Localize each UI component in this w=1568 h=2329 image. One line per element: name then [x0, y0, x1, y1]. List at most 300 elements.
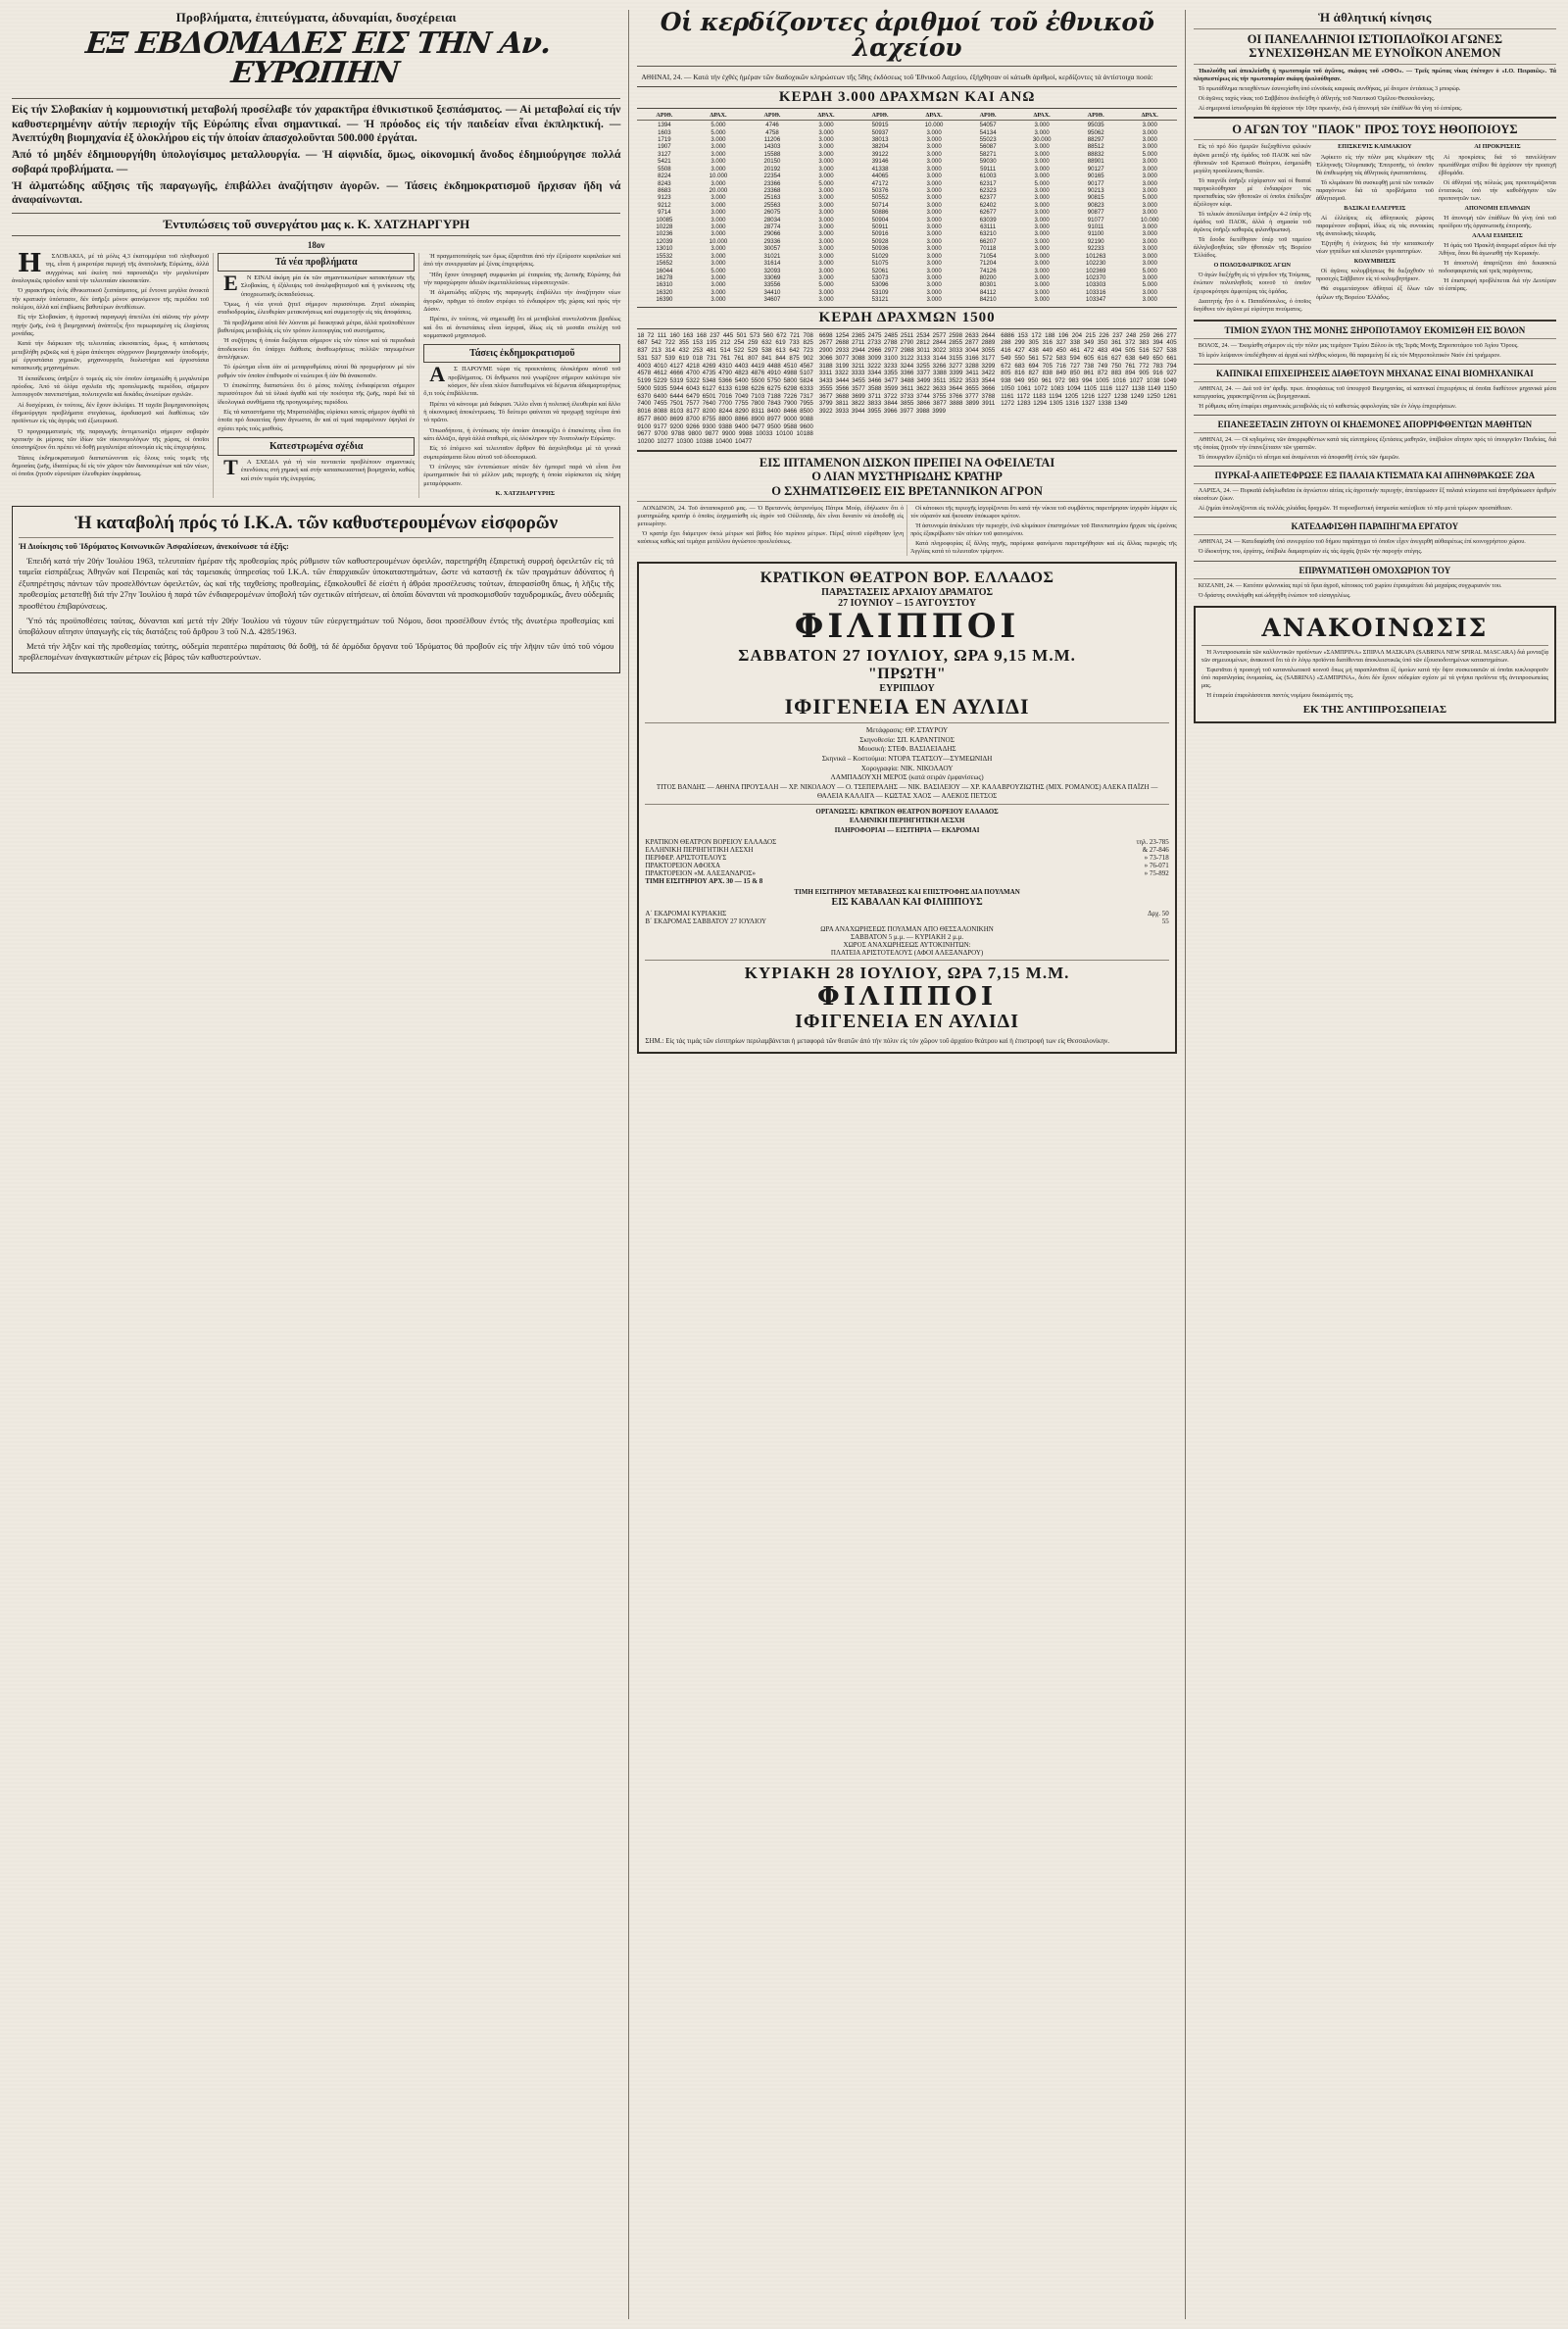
- feature-para: Ὁ ἐπίλογος τῶν ἐντυπώσεων αὐτῶν δέν ἠμπορεῖ παρά νά εἶναι ἕνα ἐρωτηματικόν διά τό μέλλον μιᾶς περιοχῆς ἡ ὁποία εὑρίσκεται εἰς πλήρη μεταμόρφωσιν.: [423, 463, 621, 487]
- lottery-cell: 53109: [871, 288, 889, 296]
- divider: [1194, 364, 1556, 365]
- col-header: ΑΡΙΘ.: [1087, 112, 1104, 120]
- ufo-para: ΛΟΝΔΙΝΟΝ, 24. Τοῦ ἀνταποκριτοῦ μας. — Ὁ Βρεταννός ἀστρονόμος Πάτρικ Μούρ, ἐδήλωσεν ὅτι ὁ μυστηριώδης κρατήρ ὁ ὁποῖος ἐσχηματίσθη εἰς ἀγρόν τοῦ Οὐίλτσαϊρ, δέν εἶναι δυνατόν νά ἀποδοθῇ εἰς μετεωρίτην.: [637, 505, 905, 528]
- feature-para-text: Α ΣΧΕΔΙΑ γιά τή νέα πενταετία προβλέπουν σημαντικές ἐπενδύσεις στή χημική καί στήν κατασκευαστική βιομηχανία, καθώς καί στόν τομέα τῆς ἐνεργείας.: [240, 458, 416, 482]
- lottery-cell: 88832: [1087, 150, 1104, 158]
- lottery-cell: 91077: [1087, 216, 1104, 223]
- lottery-cell: 52061: [871, 267, 889, 274]
- lottery-cell: 3.000: [1034, 201, 1050, 209]
- feature-para: [218, 454, 416, 483]
- feature-para: Εἰς τό ἑπόμενο καί τελευταῖον ἄρθρον θά ἀσχοληθοῦμε μέ τά γενικά συμπεράσματα ὅλου αὐτοῦ τοῦ ὁδοιπορικοῦ.: [423, 445, 621, 461]
- lottery-cell: 12039: [656, 237, 673, 245]
- lottery-cell: 3.000: [1142, 143, 1157, 151]
- ufo-para: Ὁ κρατήρ ἔχει διάμετρον ὀκτώ μέτρων καί βάθος δύο περίπου μέτρων. Πέριξ αὐτοῦ εὑρέθησαν ἴχνη καύσεως καθώς καί τεμάχια μετάλλου ἀγνώστου προελεύσεως.: [637, 530, 905, 546]
- paok-col-3: [1439, 143, 1556, 315]
- lottery-cell: 3.000: [710, 158, 726, 166]
- feature-para-text: ΣΛΟΒΑΚΙΑ, μέ τά μόλις 4,3 ἑκατομμύρια τοῦ πληθυσμοῦ της, εἶναι ἡ μικροτέρα περιοχή τῆς ἀνατολικῆς Εὐρώπης, ἀλλά συγχρόνως καί ἐκείνη πού παρουσιάζει τήν μεγαλυτέραν ἀναλογικῶς πρόοδον κατά τήν τελευταίαν εἰκοσαετίαν.: [12, 253, 210, 285]
- lottery-cell: 3.000: [710, 273, 726, 281]
- paok-para: Ἀφίκετο εἰς τήν πόλιν μας κλιμάκιον τῆς Ἑλληνικῆς Ὀλυμπιακῆς Ἐπιτροπῆς, τό ὁποῖον θά ἐπιθεωρήσῃ τάς ἀθλητικάς ἐγκαταστάσεις.: [1315, 153, 1434, 176]
- divider: [1194, 517, 1556, 518]
- divider: [1194, 28, 1556, 29]
- lottery-cell: 4758: [765, 128, 779, 136]
- lead-para-3: Ἡ ἁλματώδης αὔξησις τῆς παραγωγῆς, ἐπιβάλλει ἀναζήτησιν ἀγορῶν. — Τάσεις ἐκδημοκρατισμοῦ ἤρχισαν ἤδη νά ἀναφαίνωνται.: [12, 179, 621, 207]
- lottery-cell: 3.000: [1034, 165, 1050, 173]
- paok-para: Ἡ ἀποστολή ἀπαρτίζεται ἀπό δεκαοκτώ ποδοσφαιριστάς καί τρεῖς παράγοντας.: [1438, 260, 1556, 275]
- lottery-cell: 15588: [763, 150, 781, 158]
- lottery-cell: 3.000: [1034, 267, 1050, 274]
- paok-subhead: ΑΠΟΝΟΜΗ ΕΠΑΘΛΩΝ: [1464, 204, 1531, 212]
- lottery-cell: 5.000: [710, 267, 726, 274]
- ufo-para: Κατά πληροφορίας ἐξ ἄλλης πηγῆς, παρόμοια φαινόμενα παρετηρήθησαν καί εἰς ἄλλας περιοχάς τῆς Ἀγγλίας κατά τό τελευταῖον τρίμηνον.: [910, 540, 1177, 556]
- lottery-cell: 14303: [763, 143, 781, 151]
- theatre-contacts: [645, 838, 1168, 885]
- feature-lead: [12, 103, 620, 208]
- col-header: ΑΡΙΘ.: [979, 112, 997, 120]
- lottery-cell: 30057: [763, 245, 781, 253]
- lottery-cell: 1719: [658, 135, 671, 143]
- lottery-cell: 61003: [979, 173, 997, 180]
- lottery-cell: 50936: [871, 245, 889, 253]
- theatre-coorganizer: ΕΛΛΗΝΙΚΗ ΠΕΡΙΗΓΗΤΙΚΗ ΛΕΣΧΗ: [849, 817, 965, 825]
- lottery-cell: 3.000: [818, 165, 834, 173]
- lottery-cell: 50928: [871, 237, 889, 245]
- lottery-cell: 22354: [763, 173, 781, 180]
- lottery-cell: 3.000: [1034, 158, 1050, 166]
- feature-para: [218, 271, 416, 299]
- lottery-cell: 50937: [871, 128, 889, 136]
- lottery-cell: 3.000: [926, 143, 942, 151]
- contact-phone: » 76-071: [1144, 861, 1169, 869]
- divider: [1194, 534, 1556, 535]
- lottery-cell: 3.000: [818, 186, 834, 194]
- lottery-cell: 5.000: [1142, 194, 1157, 202]
- theatre-cast: ΤΙΤΟΣ ΒΑΝΔΗΣ — ΑΘΗΝΑ ΠΡΟΥΣΑΛΗ — ΧΡ. ΝΙΚΟΛΑΟΥ — Ο. ΤΣΕΠΕΡΑΛΗΣ — ΝΙΚ. ΒΑΣΙΛΕΙΟΥ — ΧΡ. ΚΑΛΑΒΡΟΥΖΙΩΤΗΣ (ΜΙΧ. ΡΟΜΑΝΟΣ) ΑΛΕΚΑ ΠΑΪΖΗ — ΘΑΛΕΙΑ ΚΑΛΛΙΓΑ — ΚΩΣΤΑΣ ΧΑΟΣ — ΑΛΕΚΟΣ ΠΕΤΣΟΣ: [656, 783, 1158, 801]
- lottery-cell: 31021: [763, 252, 781, 260]
- excursion-label: Α΄ ΕΚΔΡΟΜΑΙ ΚΥΡΙΑΚΗΣ: [645, 909, 727, 917]
- lottery-cell: 62323: [979, 186, 997, 194]
- lottery-cell: 3.000: [1142, 273, 1157, 281]
- lottery-cell: 102230: [1086, 260, 1106, 268]
- ufo-para: Οἱ κάτοικοι τῆς περιοχῆς ἰσχυρίζονται ὅτι κατά τήν νύκτα τοῦ συμβάντος παρετήρησαν ἰσχυράν λάμψιν εἰς τόν οὐρανόν καί ἤκουσαν ὑπόκωφον κρότον.: [910, 505, 1177, 520]
- announcement-para: Ἐφιστᾶται ἡ προσοχή τοῦ καταναλωτικοῦ κοινοῦ ὅπως μή παραπλανᾶται ἐξ ὁμοίων κατά τήν ὄψιν συσκευασιῶν αἱ ὁποῖαι κυκλοφοροῦν ὑπό παραπλησίας ὀνομασίας, ὡς (SABRINA) «ΣΑΜΠΡΙΝΑ», διότι δέν ἔχουν οὐδεμίαν σχέσιν μέ τά γνήσια προϊόντα τῆς ἀντιπροσωπείας μας.: [1200, 666, 1548, 689]
- paok-para: Ἡ ἐπιστροφή προβλέπεται διά τήν Δευτέραν τό ἑσπέρας.: [1438, 277, 1556, 293]
- paok-col-2: [1316, 143, 1434, 315]
- news-para: ΑΘΗΝΑΙ, 24. — Οἱ κηδεμόνες τῶν ἀπορριφθέντων κατά τάς εἰσιτηρίους ἐξετάσεις μαθητῶν, ὑπέβαλον αἴτησιν πρός τό ὑπουργεῖον Παιδείας, διά τῆς ὁποίας ζητοῦν τήν ἐπανεξέτασιν τῶν γραπτῶν.: [1193, 436, 1556, 452]
- news-para: Ἡ ρύθμισις αὕτη ἐπιφέρει σημαντικάς μεταβολάς εἰς τό καθεστώς φορολογίας τῶν ἐν λόγῳ ἐπιχειρήσεων.: [1198, 402, 1457, 410]
- excursion-price: 55: [1161, 917, 1169, 925]
- lottery-cell: 23368: [763, 186, 781, 194]
- contact-name: ΕΛΛΗΝΙΚΗ ΠΕΡΙΗΓΗΤΙΚΗ ΛΕΣΧΗ: [645, 845, 754, 854]
- news-body: [1194, 582, 1556, 600]
- lottery-cell: 59111: [980, 165, 997, 173]
- theatre-author: ΕΥΡΙΠΙΔΟΥ: [879, 682, 935, 694]
- announcement-para: Ἡ ἑταιρεία ἐπιφυλάσσεται παντός νομίμου δικαιώματός της.: [1205, 691, 1354, 699]
- sailing-para: Τό πρωτάθλημα πεταχθέντων ἐσυνεχίσθη ὑπό εὐνοϊκάς καιρικάς συνθήκας, μέ ἄνεμον ἐντάσεως 3 μποφώρ.: [1198, 84, 1461, 92]
- divider: [645, 804, 1168, 805]
- col-header: ΔΡΑΧ.: [1141, 112, 1158, 120]
- lottery-cell: 28034: [763, 216, 781, 223]
- lottery-cell: 90127: [1087, 165, 1104, 173]
- lottery-cell: 54057: [979, 122, 997, 129]
- lottery-cell: 95062: [1087, 128, 1104, 136]
- lottery-cell: 3.000: [1142, 158, 1157, 166]
- lottery-cell: 3.000: [926, 288, 942, 296]
- lottery-cell: 3.000: [926, 296, 942, 304]
- lottery-cell: 3.000: [710, 135, 726, 143]
- theatre-organizer: ΟΡΓΑΝΩΣΙΣ: ΚΡΑΤΙΚΟΝ ΘΕΑΤΡΟΝ ΒΟΡΕΙΟΥ ΕΛΛΑΔΟΣ: [815, 808, 999, 817]
- lottery-cell: 3.000: [710, 281, 726, 289]
- paok-para: Τό κλιμάκιον θά συσκεφθῇ μετά τῶν τοπικῶν παραγόντων διά τά προβλήματα τοῦ ἀθλητισμοῦ.: [1315, 178, 1434, 202]
- column-middle: [629, 10, 1185, 2319]
- lottery-cell: 28774: [763, 223, 781, 231]
- divider: [1194, 320, 1556, 322]
- paok-para: Ἐζητήθη ἡ ἐνίσχυσις διά τήν κατασκευήν νέων γηπέδων καί κλειστῶν γυμναστηρίων.: [1315, 240, 1434, 256]
- lottery-cell: 3.000: [1142, 122, 1157, 129]
- lottery-cell: 3.000: [1034, 143, 1050, 151]
- feature-para: Τάσεις ἐκδημοκρατισμοῦ διαπιστώνονται εἰς ὅλους τούς τομεῖς τῆς δημοσίας ζωῆς, ἰδιαιτέρως δέ εἰς τόν χῶρον τῶν διανοουμένων καί τῶν νέων, οἱ ὁποῖοι ζητοῦν εὐρυτέραν ἐλευθερίαν ἐκφράσεως.: [12, 454, 210, 478]
- section-dropcap: Α: [429, 362, 446, 387]
- lottery-cell: 4746: [765, 122, 779, 129]
- lottery-cell: 3.000: [1034, 260, 1050, 268]
- lottery-cell: 62377: [979, 194, 997, 202]
- lottery-cell: 88901: [1087, 158, 1104, 166]
- lottery-cell: 34607: [763, 296, 781, 304]
- lottery-cell: 74126: [979, 267, 997, 274]
- col-header: ΔΡΑΧ.: [1033, 112, 1051, 120]
- lottery-cell: 3.000: [710, 150, 726, 158]
- lottery-cell: 31614: [763, 260, 781, 268]
- lottery-cell: 8243: [658, 179, 671, 187]
- lottery-cell: 5.000: [1034, 179, 1050, 187]
- lottery-cell: 16310: [656, 281, 673, 289]
- divider: [1194, 432, 1556, 433]
- excursion-price: Δρχ. 50: [1148, 909, 1169, 917]
- lottery-cell: 63111: [980, 223, 997, 231]
- theatre-venue: ΦΙΛΙΠΠΟΙ: [794, 607, 1020, 647]
- lottery-cell: 33069: [763, 273, 781, 281]
- lottery-cell: 51029: [871, 252, 889, 260]
- lottery-cell: 29066: [763, 230, 781, 238]
- column-left: [12, 10, 629, 2319]
- lottery-cell: 3.000: [1142, 165, 1157, 173]
- lottery-cell: 8683: [658, 186, 671, 194]
- lottery-cell: 3.000: [1034, 245, 1050, 253]
- lottery-cell: 71054: [979, 252, 997, 260]
- lottery-cell: 11206: [763, 135, 781, 143]
- lottery-numbers-middle: 6698 1254 2365 2475 2485 2511 2534 2577 2598 2633 2644 2677 2688 2711 2733 2788 2790 2812 2844 2855 2877 2889 2900 2933 2944 2966 2977 2988 3011 3022 3033 3044 3055 3066 3077 3088 3099 3100 3122 3133 3144 3155 3166 3177 3188 3199 3211 3222 3233 3244 3255 3266 3277 3288 3299 3311 3322 3333 3344 3355 3366 3377 3388 3399 3411 3422 3433 3444 3455 3466 3477 3488 3499 3511 3522 3533 3544 3555 3566 3577 3588 3599 3611 3622 3633 3644 3655 3666 3677 3688 3699 3711 3722 3733 3744 3755 3766 3777 3788 3799 3811 3822 3833 3844 3855 3866 3877 3888 3899 3911 3922 3933 3944 3955 3966 3977 3988 3999: [818, 331, 996, 416]
- lottery-cell: 3.000: [818, 158, 834, 166]
- lottery-cell: 3.000: [710, 209, 726, 217]
- lottery-cell: 103316: [1086, 288, 1106, 296]
- lottery-cell: 3.000: [1034, 216, 1050, 223]
- lottery-cell: 3.000: [710, 179, 726, 187]
- credit-line: Μετάφρασις: ΘΡ. ΣΤΑΥΡΟΥ: [865, 725, 949, 734]
- lottery-cell: 3.000: [710, 230, 726, 238]
- lottery-cell: 16044: [656, 267, 673, 274]
- credit-line: ΛΑΜΠΑΔΟΥΧΗ ΜΕΡΟΣ (κατά σειράν ἐμφανίσεως): [830, 773, 984, 782]
- divider: [12, 98, 620, 99]
- paok-subhead: ΑΙ ΠΡΟΚΡΙΣΕΙΣ: [1474, 143, 1521, 151]
- lottery-cell: 80301: [979, 281, 997, 289]
- divider: [19, 537, 613, 538]
- paok-subhead: Ο ΠΟΔΟΣΦΑΙΡΙΚΟΣ ΑΓΩΝ: [1213, 262, 1292, 270]
- divider: [1194, 117, 1556, 119]
- lottery-cell: 3.000: [1034, 252, 1050, 260]
- lottery-cell: 54134: [979, 128, 997, 136]
- lottery-cell: 20192: [763, 165, 781, 173]
- contact-row: [645, 838, 1168, 846]
- lottery-cell: 3.000: [818, 230, 834, 238]
- lottery-cell: 3.000: [1142, 237, 1157, 245]
- lottery-cell: 3.000: [818, 267, 834, 274]
- feature-para: Πρέπει νά κάνουμε μιά διάκρισι. Ἄλλο εἶναι ἡ πολιτική ἐλευθερία καί ἄλλο ἡ οἰκονομική ἀποκέντρωσις. Τό δεύτερο φαίνεται νά προχωρῇ ταχύτερα ἀπό τό πρῶτο.: [423, 400, 621, 424]
- credit-line: Χορογραφία: ΝΙΚ. ΝΙΚΟΛΑΟΥ: [860, 764, 954, 772]
- news-briefs: [1194, 325, 1556, 600]
- lottery-cell: 3.000: [1142, 179, 1157, 187]
- lottery-cell: 5508: [658, 165, 671, 173]
- ika-para: Ἐπειδή κατά τήν 20ήν Ἰουλίου 1963, τελευταίαν ἡμέραν τῆς προθεσμίας πρός ρύθμισιν τῶν καθυστερουμένων ὀφειλῶν, παρετηρήθη ἐξαιρετική συρροή ὀφειλετῶν εἰς τά ταμεῖα εἰσπράξεως Ἀθηνῶν καί Πειραιῶς καί τάς ταμειακάς ὑπηρεσίας τοῦ Ι.Κ.Α. τῶν ἐπαρχιακῶν ὑποκαταστημάτων, ὥστε νά καταστῇ ἐκ τῶν πραγμάτων ἀδύνατος ἡ ἐξυπηρέτησις πάντων τῶν προσελθόντων ὀφειλετῶν, ὡς καί τῆς ταχθείσης προθεσμίας, ἐξακολουθεῖ δέ εἰσέτι ἡ ἀθρόα προσέλευσις τούτων, ἀπεφασίσθη ὅπως, ἡ λῆξις τῆς προθεσμίας μετατεθῇ διά τήν 27ην Ἰουλίου ἡ παρά τῶν ἐνδιαφερομένων ὑποβολή τῶν σχετικῶν αἰτήσεων, αἱ ὁποῖαι δύνανται νά προσκομισθοῦν ταχυδρομικῶς, ἄνευ οὐδεμιᾶς προσθέτου ἐπιβαρύνσεως.: [19, 555, 614, 612]
- lottery-cell: 10236: [656, 230, 673, 238]
- lottery-numbers-left: 18 72 111 160 163 168 237 445 501 573 560 672 721 708 687 542 722 355 153 195 212 254 259 632 619 733 825 837 213 314 432 253 481 514 522 529 538 613 642 723 531 537 539 619 018 731 761 761 807 841 844 875 902 4003 4010 4127 4218 4269 4310 4403 4419 4488 4510 4567 4578 4612 4666 4700 4735 4790 4823 4876 4910 4988 5107 5199 5229 5319 5322 5348 5366 5400 5500 5750 5800 5824 5900 5935 5944 6043 6127 6133 6198 6226 6275 6298 6333 6370 6400 6444 6479 6501 7016 7049 7103 7188 7226 7317 7400 7455 7501 7577 7640 7700 7755 7800 7843 7900 7955 8016 8088 8103 8177 8200 8244 8290 8311 8400 8466 8500 8577 8600 8699 8700 8755 8800 8866 8900 8977 9000 9088 9100 9177 9200 9266 9300 9388 9400 9477 9500 9588 9600 9677 9700 9788 9800 9877 9900 9988 10033 10100 10188 10200 10277 10300 10388 10400 10477: [637, 331, 813, 446]
- theatre-info-label: ΠΛΗΡΟΦΟΡΙΑΙ — ΕΙΣΙΤΗΡΙΑ — ΕΚΔΡΟΜΑΙ: [834, 825, 980, 834]
- paok-para: Οἱ ἀγῶνες κολυμβήσεως θά διεξαχθοῦν τό προσεχές Σάββατον εἰς τό κολυμβητήριον.: [1315, 268, 1434, 283]
- contact-name: ΠΕΡΙΦΕΡ. ΑΡΙΣΤΟΤΕΛΟΥΣ: [645, 853, 727, 862]
- lottery-cell: 66207: [979, 237, 997, 245]
- page-columns: [12, 10, 1556, 2319]
- lottery-cell: 102370: [1086, 273, 1106, 281]
- theatre-play-title: ΙΦΙΓΕΝΕΙΑ ΕΝ ΑΥΛΙΔΙ: [784, 693, 1030, 719]
- ufo-headline-3: Ο ΣΧΗΜΑΤΙΣΘΕΙΣ ΕΙΣ ΒΡΕΤΑΝΝΙΚΟΝ ΑΓΡΟΝ: [771, 483, 1043, 498]
- lottery-cell: 55023: [979, 135, 997, 143]
- lottery-cell: 3.000: [710, 288, 726, 296]
- paok-para: Ἡ ἀπονομή τῶν ἐπάθλων θά γίνῃ ὑπό τοῦ προέδρου τῆς ὀργανωτικῆς ἐπιτροπῆς.: [1438, 214, 1556, 229]
- lottery-cell: 3.000: [818, 201, 834, 209]
- paok-para: Διαιτητής ἦτο ὁ κ. Παπαδόπουλος, ὁ ὁποῖος διηύθυνε τόν ἀγῶνα μέ εὐρύτητα πνεύματος.: [1193, 297, 1311, 313]
- col-header: ΑΡΙΘ.: [656, 112, 673, 120]
- divider: [1194, 561, 1556, 562]
- paok-para: Τά ἔσοδα διετέθησαν ὑπέρ τοῦ ταμείου ἀλληλοβοηθείας τῶν ἠθοποιῶν τῆς Βορείου Ἑλλάδος.: [1193, 236, 1311, 260]
- feature-title: ΕΞ ΕΒΔΟΜΑΔΕΣ ΕΙΣ ΤΗΝ Αν. ΕΥΡΩΠΗΝ: [83, 26, 553, 90]
- paok-para: Ἡ ὁμάς τοῦ Ἡρακλῆ ἀναχωρεῖ αὔριον διά τήν Ἀθήνα, ὅπου θά ἀγωνισθῇ τήν Κυριακήν.: [1438, 242, 1556, 258]
- lottery-cell: 90823: [1087, 201, 1104, 209]
- announcement-ad: [1194, 606, 1556, 723]
- news-para: Ὁ ἰδιοκτήτης του, ἐργάτης, ὑπέβαλε διαμαρτυρίαν εἰς τάς ἀρχάς ζητῶν τήν παροχήν στέγης.: [1198, 548, 1423, 556]
- paok-para: Τό τελικόν ἀποτέλεσμα ὑπῆρξεν 4-2 ὑπέρ τῆς ὁμάδος τοῦ ΠΑΟΚ, ἀλλά ἡ σημασία τοῦ ἀγῶνος ὑπῆρξε καθαρῶς φιλανθρωπική.: [1193, 210, 1311, 234]
- lottery-cell: 5.000: [710, 128, 726, 136]
- lottery-cell: 3.000: [818, 173, 834, 180]
- feature-para: [12, 249, 210, 285]
- lottery-cell: 9212: [658, 201, 671, 209]
- feature-para: Αἱ δυσχέρειαι, ἐν τούτοις, δέν ἔχουν ἐκλείψει. Ἡ ταχεῖα βιομηχανοποίησις ἐδημιούργησε προβλήματα στεγάσεως, ἐφοδιασμοῦ καί διαθέσεως τῶν προϊόντων εἰς τάς ἀγοράς τοῦ ἐξωτερικοῦ.: [12, 401, 210, 425]
- excursion-note: ΩΡΑ ΑΝΑΧΩΡΗΣΕΩΣ ΠΟΥΛΜΑΝ ΑΠΟ ΘΕΣΣΑΛΟΝΙΚΗΝ: [820, 924, 994, 933]
- lottery-cell: 41338: [871, 165, 889, 173]
- lottery-cell: 3.000: [1142, 252, 1157, 260]
- contact-phone: » 75-892: [1144, 868, 1169, 877]
- lottery-cell: 3.000: [710, 296, 726, 304]
- byline: Ἐντυπώσεις τοῦ συνεργάτου μας κ. Κ. ΧΑΤΖΗΑΡΓΥΡΗ: [12, 213, 620, 236]
- announcement-signature: ΕΚ ΤΗΣ ΑΝΤΙΠΡΟΣΩΠΕΙΑΣ: [1302, 704, 1447, 716]
- feature-para: Ἤδη ἔχουν ὑπογραφῆ συμφωνίαι μέ ἑταιρείας τῆς Δυτικῆς Εὐρώπης διά τήν παραχώρησιν ἀδειῶν ἐκμεταλλεύσεως εὑρεσιτεχνιῶν.: [423, 271, 621, 287]
- article-signature: Κ. ΧΑΤΖΗΑΡΓΥΡΗΣ: [495, 489, 556, 497]
- contact-row: [645, 854, 1168, 862]
- lottery-cell: 3.000: [818, 122, 834, 129]
- lottery-cell: 9714: [658, 209, 671, 217]
- lottery-cell: 91011: [1087, 223, 1104, 231]
- lead-para-2: Ἀπό τό μηδέν ἐδημιουργήθη ὑπολογίσιμος μεταλλουργία. — Ἡ αἰφνιδία, ὅμως, οἰκονομική ἄνοδος ἐδημιούργησε πολλά σοβαρά προβλήματα. —: [12, 149, 621, 175]
- paok-para: Αἱ προκρίσεις διά τό πανελλήνιον πρωτάθλημα στίβου θά ἀρχίσουν τήν προσεχῆ ἑβδομάδα.: [1438, 153, 1556, 176]
- theatre-org: ΚΡΑΤΙΚΟΝ ΘΕΑΤΡΟΝ ΒΟΡ. ΕΛΛΑΔΟΣ: [760, 570, 1054, 587]
- news-para: Ὁ δράστης συνελήφθη καί ὡδηγήθη ἐνώπιον τοῦ εἰσαγγελέως.: [1198, 591, 1351, 599]
- theatre-showtime-2: ΚΥΡΙΑΚΗ 28 ΙΟΥΛΙΟΥ, ΩΡΑ 7,15 Μ.Μ.: [744, 963, 1070, 982]
- lottery-cell: 33556: [763, 281, 781, 289]
- paok-subhead: ΕΠΙΣΚΕΨΙΣ ΚΛΙΜΑΚΙΟΥ: [1338, 143, 1412, 151]
- subsection-heading-new-problems: Τά νέα προβλήματα: [218, 253, 415, 272]
- lottery-cell: 3.000: [926, 223, 942, 231]
- lottery-cell: 3.000: [1034, 288, 1050, 296]
- lottery-cell: 3.000: [1142, 245, 1157, 253]
- theatre-excursions: [645, 910, 1168, 957]
- lottery-cell: 92233: [1087, 245, 1104, 253]
- contact-row: [645, 877, 1168, 885]
- contact-phone: & 27-846: [1142, 845, 1169, 854]
- ika-notice-ad: [12, 506, 620, 673]
- feature-para: Εἰς τήν Σλοβακίαν, ἡ ἀγροτική παραγωγή ἀπετέλει ἐπί αἰῶνας τήν μόνην πηγήν ζωῆς, ἐνῶ ἡ βιομηχανική ἀνάπτυξις ἦτο περιωρισμένη εἰς ἐλαχίστας μονάδας.: [12, 314, 210, 337]
- lottery-cell: 90165: [1087, 173, 1104, 180]
- section-dropcap: Τ: [223, 454, 238, 479]
- excursion-note: ΧΩΡΟΣ ΑΝΑΧΩΡΗΣΕΩΣ ΑΥΤΟΚΙΝΗΤΩΝ:: [843, 940, 971, 949]
- lottery-cell: 103303: [1086, 281, 1106, 289]
- lottery-cell: 92190: [1087, 237, 1104, 245]
- excursion-row: [645, 910, 1168, 917]
- news-para: Αἱ ζημίαι ὑπολογίζονται εἰς πολλάς χιλιάδας δραχμῶν. Ἡ πυροσβεστική ὑπηρεσία κατέσβεσε τό πῦρ μετά τρίωρον προσπάθειαν.: [1198, 505, 1513, 513]
- divider: [637, 501, 1176, 502]
- lottery-cell: 63210: [979, 230, 997, 238]
- news-item: [1194, 420, 1556, 462]
- lottery-cell: 34410: [763, 288, 781, 296]
- lottery-cell: 3.000: [926, 216, 942, 223]
- lottery-cell: 5.000: [818, 179, 834, 187]
- theatre-play-title-2: ΙΦΙΓΕΝΕΙΑ ΕΝ ΑΥΛΙΔΙ: [795, 1011, 1020, 1033]
- ika-body: [19, 541, 613, 664]
- lottery-cell: 1394: [658, 122, 671, 129]
- lottery-cell: 3.000: [710, 194, 726, 202]
- contact-row: [645, 862, 1168, 869]
- excursion-row: [645, 917, 1168, 925]
- news-body: [1194, 538, 1556, 556]
- lottery-band-1500: ΚΕΡΔΗ ΔΡΑΧΜΩΝ 1500: [637, 307, 1176, 329]
- lottery-cell: 3.000: [1142, 260, 1157, 268]
- lottery-cell: 3.000: [818, 209, 834, 217]
- lottery-cell: 62677: [979, 209, 997, 217]
- contact-row: [645, 869, 1168, 877]
- dropcap: Η: [18, 249, 42, 279]
- col-header: ΔΡΑΧ.: [710, 112, 727, 120]
- divider: [645, 960, 1168, 961]
- subsection-heading-democratization: Τάσεις ἐκδημοκρατισμοῦ: [423, 344, 620, 363]
- lottery-cell: 3.000: [926, 209, 942, 217]
- sailing-para: Αἱ σημεριναί ἱστιοδρομίαι θά ἀρχίσουν τήν 10ην πρωινήν, ἐνῶ ἡ ἀπονομή τῶν ἐπάθλων θά γίνῃ τό ἑσπέρας.: [1198, 105, 1463, 112]
- lottery-cell: 3.000: [926, 173, 942, 180]
- lottery-cell: 3.000: [926, 194, 942, 202]
- lottery-cell: 5.000: [1142, 150, 1157, 158]
- news-item: [1194, 369, 1556, 411]
- lottery-cell: 38204: [871, 143, 889, 151]
- lottery-intro: ΑΘΗΝΑΙ, 24. — Κατά τήν ἐχθές ἡμέραν τῶν διαδοχικῶν κληρώσεων τῆς 58ης ἐκδόσεως τοῦ Ἐθνικοῦ Λαχείου, ἐξήχθησαν οἱ κάτωθι ἀριθμοί, κερδίζοντες τά ἀντίστοιχα ποσά:: [641, 72, 1153, 81]
- section-dropcap: Ε: [223, 271, 238, 296]
- lottery-cell: 80200: [979, 273, 997, 281]
- lottery-table-headers: [637, 112, 1176, 121]
- lottery-cell: 39146: [871, 158, 889, 166]
- feature-para: Ἡ συζήτησις ἡ ὁποία διεξάγεται σήμερον εἰς τόν τύπον καί τά περιοδικά ἀποδεικνύει ὅτι ὑπάρχει διάθεσις ἀναθεωρήσεως πολλῶν παγιωμένων ἀντιλήψεων.: [218, 337, 416, 361]
- lottery-cell: 88512: [1087, 143, 1104, 151]
- lottery-cell: 3.000: [818, 245, 834, 253]
- lottery-cell: 53096: [871, 281, 889, 289]
- lottery-cell: 3.000: [1034, 230, 1050, 238]
- lottery-cell: 26075: [763, 209, 781, 217]
- news-para: ΛΑΡΙΣΑ, 24. — Πυρκαϊά ἐκδηλωθεῖσα ἐκ ἀγνώστου αἰτίας εἰς ἀγροτικήν περιοχήν, ἀπετέφρωσεν ἕξ παλαιά κτίσματα καί ἀπηνθράκωσεν ἀριθμόν οἰκοσίτων ζώων.: [1193, 487, 1556, 503]
- theatre-excursion-head: ΕΙΣ ΚΑΒΑΛΑΝ ΚΑΙ ΦΙΛΙΠΠΟΥΣ: [831, 896, 983, 908]
- lottery-cell: 102369: [1086, 267, 1106, 274]
- lottery-cell: 3.000: [926, 252, 942, 260]
- lottery-cell: 39122: [871, 150, 889, 158]
- lottery-cell: 50886: [871, 209, 889, 217]
- divider: [1194, 139, 1556, 140]
- divider: [1194, 578, 1556, 579]
- feature-para-text: Ν ΕΙΝΑΙ ἀκόμη μία ἐκ τῶν σημαντικωτέρων κατακτήσεων τῆς Σλοβακίας, ἡ ἐξάλειψις τοῦ ἀναλφαβητισμοῦ καί ἡ γενίκευσις τῆς ὑποχρεωτικῆς ἐκπαιδεύσεως.: [240, 274, 416, 298]
- lottery-cell: 62402: [979, 201, 997, 209]
- feature-para: Εἰς τά καταστήματα τῆς Μπρατισλάβας εὑρίσκει κανείς σήμερον ἀγαθά τά ὁποῖα πρό δεκαετίας ἦσαν ἄγνωστα, ἄν καί αἱ τιμαί παραμένουν ὑψηλαί ἐν σχέσει πρός τούς μισθούς.: [218, 408, 416, 432]
- feature-para: Ἡ ἐκπαίδευσις ὑπῆρξεν ὁ τομεύς εἰς τόν ὁποῖον ἐσημειώθη ἡ μεγαλυτέρα πρόοδος. Ἀπό τά ὀλίγα σχολεῖα τῆς προπολεμικῆς περιόδου, σήμερον λειτουργοῦν πανεπιστήμια, πολυτεχνεῖα καί δεκάδες ἀνωτέρων σχολῶν.: [12, 374, 210, 399]
- ufo-headline-1: ΕΙΣ ΙΠΤΑΜΕΝΟΝ ΔΙΣΚΟΝ ΠΡΕΠΕΙ ΝΑ ΟΦΕΙΛΕΤΑΙ: [759, 455, 1055, 470]
- paok-subhead: ΒΑΣΙΚΑΙ ΕΛΛΕΙΨΕΙΣ: [1344, 204, 1406, 212]
- lottery-cell: 59030: [979, 158, 997, 166]
- announcement-title: ΑΝΑΚΟΙΝΩΣΙΣ: [1261, 613, 1489, 642]
- lottery-cell: 13010: [656, 245, 673, 253]
- lottery-cell: 3.000: [926, 260, 942, 268]
- lottery-cell: 3.000: [1142, 186, 1157, 194]
- lottery-cell: 3127: [658, 150, 671, 158]
- paok-para: Εἰς τό πρό δύο ἡμερῶν διεξαχθέντα φιλικόν ἀγῶνα μεταξύ τῆς ὁμάδος τοῦ ΠΑΟΚ καί τῶν ἠθοποιῶν τοῦ Κρατικοῦ Θεάτρου, ἐσημειώθη μεγάλη προσέλευσις θεατῶν.: [1193, 143, 1311, 174]
- lottery-cell: 9123: [658, 194, 671, 202]
- lottery-cell: 3.000: [710, 260, 726, 268]
- sailing-lead: Ἠκολούθη καί ἀπεκλείσθη ἡ πρωτοπορία τοῦ ἀγῶνος, σκάφος τοῦ «ΟΦΟ». — Τρεῖς πρώτας νίκας ἐπέτυχεν ὁ «Ι.Ο. Πειραιῶς». Τά πλησιεστέρως εἰς τήν πρωτοπορίαν σκάφη ἠκολούθησαν.: [1193, 67, 1556, 82]
- lottery-cell: 90177: [1087, 179, 1104, 187]
- news-body: [1194, 436, 1556, 462]
- lottery-number-lists: [637, 332, 1176, 446]
- lottery-cell: 3.000: [818, 273, 834, 281]
- feature-para: Ἡ πραγματοποίησίς των ὅμως ἐξαρτᾶται ἀπό τήν ἐξεύρεσιν κεφαλαίων καί ἀπό τήν συνεργασίαν μέ ξένας ἐπιχειρήσεις.: [423, 253, 621, 269]
- lottery-cell: 10.000: [1140, 216, 1159, 223]
- lottery-cell: 3.000: [710, 143, 726, 151]
- feature-para: Τά προβλήματα αὐτά δέν λύονται μέ διοικητικά μέτρα, ἀλλά προϋποθέτουν βαθυτέρας μεταβολάς εἰς τόν τρόπον λειτουργίας τοῦ συστήματος.: [218, 319, 416, 334]
- lottery-cell: 30.000: [1032, 135, 1052, 143]
- contact-name: ΠΡΑΚΤΟΡΕΙΟΝ «Μ. ΑΛΕΞΑΝΔΡΟΣ»: [645, 868, 756, 877]
- feature-para: Ὅμως, ἡ νέα γενεά ζητεῖ σήμερον περισσότερα. Ζητεῖ εὐκαιρίας σταδιοδρομίας, ἐλευθερίαν μετακινήσεως καί συμμετοχήν εἰς τάς ἀποφάσεις.: [218, 301, 416, 317]
- feature-para: Ὁ ἐπισκέπτης διαπιστώνει ὅτι ὁ μέσος πολίτης ἐνδιαφέρεται σήμερον περισσότερον διά τά ὑλικά ἀγαθά καί τήν ποιότητα τῆς ζωῆς, παρά διά τά ἰδεολογικά συνθήματα τῆς προηγουμένης περιόδου.: [218, 381, 416, 406]
- issue-number: 18ον: [307, 240, 325, 251]
- lottery-cell: 50904: [871, 216, 889, 223]
- lottery-cell: 25563: [763, 201, 781, 209]
- lottery-cell: 3.000: [818, 296, 834, 304]
- lottery-cell: 3.000: [818, 260, 834, 268]
- lottery-cell: 3.000: [1034, 122, 1050, 129]
- lottery-cell: 3.000: [926, 128, 942, 136]
- lottery-cell: 8224: [658, 173, 671, 180]
- paok-col-1: [1194, 143, 1311, 315]
- announcement-body: [1201, 649, 1548, 700]
- lottery-cell: 20.000: [709, 186, 728, 194]
- paok-body: [1194, 143, 1556, 315]
